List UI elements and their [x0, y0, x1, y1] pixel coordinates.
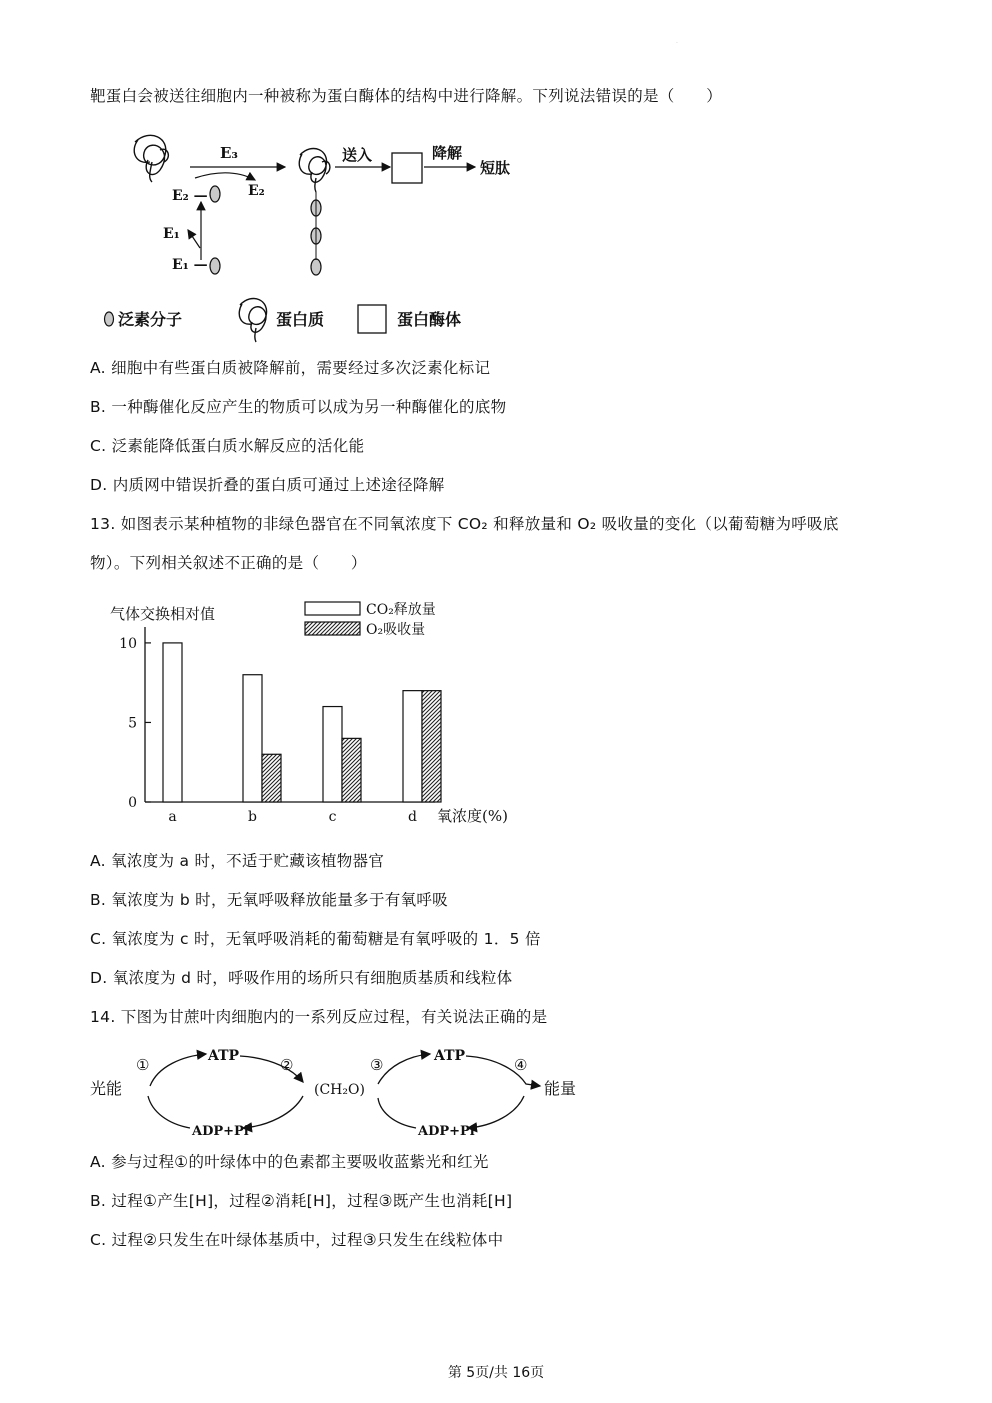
e2-label-right: E₂	[248, 183, 265, 199]
e1-label-low: E₁ —	[172, 257, 208, 273]
y-axis-label: 气体交换相对值	[110, 605, 216, 623]
page-footer: 第 5页/共 16页	[447, 1365, 545, 1381]
legend-co2-label: CO₂释放量	[366, 602, 436, 618]
atp-cycle-figure	[88, 1040, 588, 1140]
degrade-label: 降解	[432, 144, 463, 162]
ch2o-label: (CH₂O)	[314, 1082, 365, 1098]
energy-label: 能量	[544, 1079, 577, 1098]
legend-o2-label: O₂吸收量	[366, 622, 426, 638]
q12-option-b: B. 一种酶催化反应产生的物质可以成为另一种酶催化的底物	[90, 398, 507, 416]
process-1-label: ①	[136, 1056, 150, 1074]
return-arc-left	[243, 1096, 303, 1128]
q12-option-c: C. 泛素能降低蛋白质水解反应的活化能	[90, 437, 365, 455]
x-axis-label: 氧浓度(%)	[437, 807, 508, 825]
o2-bar	[422, 691, 441, 802]
adp-label-left: ADP+Pi	[192, 1124, 249, 1139]
proteasome-box	[392, 153, 422, 183]
atp-label-left: ATP	[208, 1048, 240, 1064]
legend-proteasome: 蛋白酶体	[397, 310, 462, 329]
ubiquitin-pathway-figure	[90, 120, 570, 345]
legend-o2-swatch	[305, 622, 360, 635]
x-tick-label: b	[248, 809, 257, 825]
co2-bar	[243, 675, 262, 802]
atp-label-right: ATP	[434, 1048, 466, 1064]
ubiquitin-icon	[311, 259, 321, 275]
process-3-label: ③	[370, 1056, 384, 1074]
q13-option-c: C. 氧浓度为 c 时，无氧呼吸消耗的葡萄糖是有氧呼吸的 1．5 倍	[90, 930, 541, 948]
o2-bar	[342, 738, 361, 802]
co2-bar	[323, 707, 342, 802]
x-tick-label: d	[408, 809, 417, 825]
y-tick-label: 0	[128, 795, 137, 811]
q14-stem: 14. 下图为甘蔗叶肉细胞内的一系列反应过程，有关说法正确的是	[90, 1008, 548, 1026]
return-arc-right	[468, 1096, 524, 1128]
q14-option-c: C. 过程②只发生在叶绿体基质中，过程③只发生在线粒体中	[90, 1231, 504, 1249]
process-2-arc	[240, 1056, 303, 1082]
ubiquitin-icon	[210, 186, 220, 202]
legend-co2-swatch	[305, 602, 360, 615]
protein-icon-right	[299, 149, 330, 192]
y-tick-label: 5	[128, 715, 137, 732]
o2-bar	[262, 754, 281, 802]
process-3-arc	[378, 1054, 430, 1084]
legend-protein: 蛋白质	[276, 310, 325, 329]
return-arc-right-2	[378, 1098, 416, 1128]
page-mark: ·	[676, 40, 678, 47]
process-1-arc	[150, 1054, 206, 1086]
send-label: 送入	[342, 146, 373, 164]
process-4-arc	[466, 1056, 540, 1086]
x-tick-label: a	[168, 809, 177, 825]
q13-stem-line2: 物）。下列相关叙述不正确的是（ ）	[90, 554, 367, 572]
q13-option-d: D. 氧浓度为 d 时，呼吸作用的场所只有细胞质基质和线粒体	[90, 969, 513, 987]
q14-option-a: A. 参与过程①的叶绿体中的色素都主要吸收蓝紫光和红光	[90, 1153, 489, 1171]
co2-bar	[163, 643, 182, 802]
q14-option-b: B. 过程①产生[H]，过程②消耗[H]，过程③既产生也消耗[H]	[90, 1192, 513, 1210]
q12-option-a: A. 细胞中有些蛋白质被降解前，需要经过多次泛素化标记	[90, 359, 491, 377]
process-4-label: ④	[514, 1056, 528, 1074]
ubiquitin-icon	[105, 312, 114, 326]
e2-release-arrow	[195, 173, 255, 180]
gas-exchange-bar-chart	[100, 595, 540, 835]
e2-label-left: E₂ —	[172, 188, 208, 204]
return-arc-left-2	[148, 1096, 190, 1128]
adp-label-right: ADP+Pi	[418, 1124, 475, 1139]
e1-label-up: E₁	[163, 226, 180, 242]
peptide-label: 短肽	[480, 159, 511, 177]
y-tick-label: 10	[119, 635, 137, 652]
light-energy-label: 光能	[90, 1079, 123, 1098]
co2-bar	[403, 691, 422, 802]
q13-stem-line1: 13. 如图表示某种植物的非绿色器官在不同氧浓度下 CO₂ 和释放量和 O₂ 吸收量的变化（以葡萄糖为呼吸底	[90, 515, 839, 533]
q13-option-b: B. 氧浓度为 b 时，无氧呼吸释放能量多于有氧呼吸	[90, 891, 448, 909]
q13-option-a: A. 氧浓度为 a 时，不适于贮藏该植物器官	[90, 852, 385, 870]
ubiquitin-icon	[210, 258, 220, 274]
q12-option-d: D. 内质网中错误折叠的蛋白质可通过上述途径降解	[90, 476, 445, 494]
protein-icon-left	[134, 135, 168, 182]
process-2-label: ②	[280, 1056, 294, 1074]
x-tick-label: c	[328, 809, 337, 825]
proteasome-legend-box	[358, 305, 386, 333]
protein-icon-legend	[239, 299, 266, 342]
legend-ubiquitin: 泛素分子	[118, 310, 183, 329]
e1-diag-arrow	[188, 230, 200, 248]
e3-label: E₃	[220, 144, 239, 162]
q12-stem: 靶蛋白会被送往细胞内一种被称为蛋白酶体的结构中进行降解。下列说法错误的是（ ）	[90, 87, 723, 105]
